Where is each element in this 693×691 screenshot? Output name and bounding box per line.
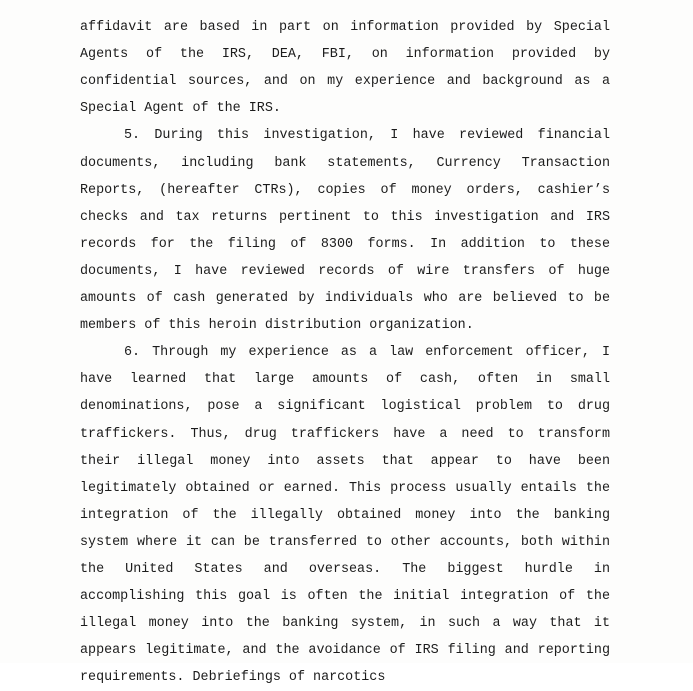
document-body — [80, 0, 610, 691]
paragraph-6: 6. Through my experience as a law enforcement officer, I have learned that large amounts of cash, often in small denominations, pose a significant logistical problem to drug traffickers. Thus, drug traffickers have a need to transform their illegal money into assets that appear to have been legitimately obtained or earned. This process usually entails the integration of the illegally obtained money into the banking system where it can be transferred to other accounts, both within the United States and overseas. The biggest hurdle in accomplishing this goal is often the initial integration of the illegal money into the banking system, in such a way that it appears legitimate, and the avoidance of IRS filing and reporting requirements. Debriefings of narcotics — [80, 345, 610, 686]
paragraph-partial-top — [80, 0, 610, 14]
paragraph-4-continued: affidavit are based in part on information provided by Special Agents of the IRS, DEA, FBI, on information provided by confidential sources, and on my experience and background as a Special Agent of the IRS. — [80, 20, 610, 117]
paragraph-5: 5. During this investigation, I have reviewed financial documents, including bank statements, Currency Transaction Reports, (hereafter CTRs), copies of money orders, cashier’s checks and tax returns pertinent to this investigation and IRS records for the filing of 8300 forms. In addition to these documents, I have reviewed records of wire transfers of huge amounts of cash generated by individuals who are believed to be members of this heroin distribution organization. — [80, 128, 610, 334]
